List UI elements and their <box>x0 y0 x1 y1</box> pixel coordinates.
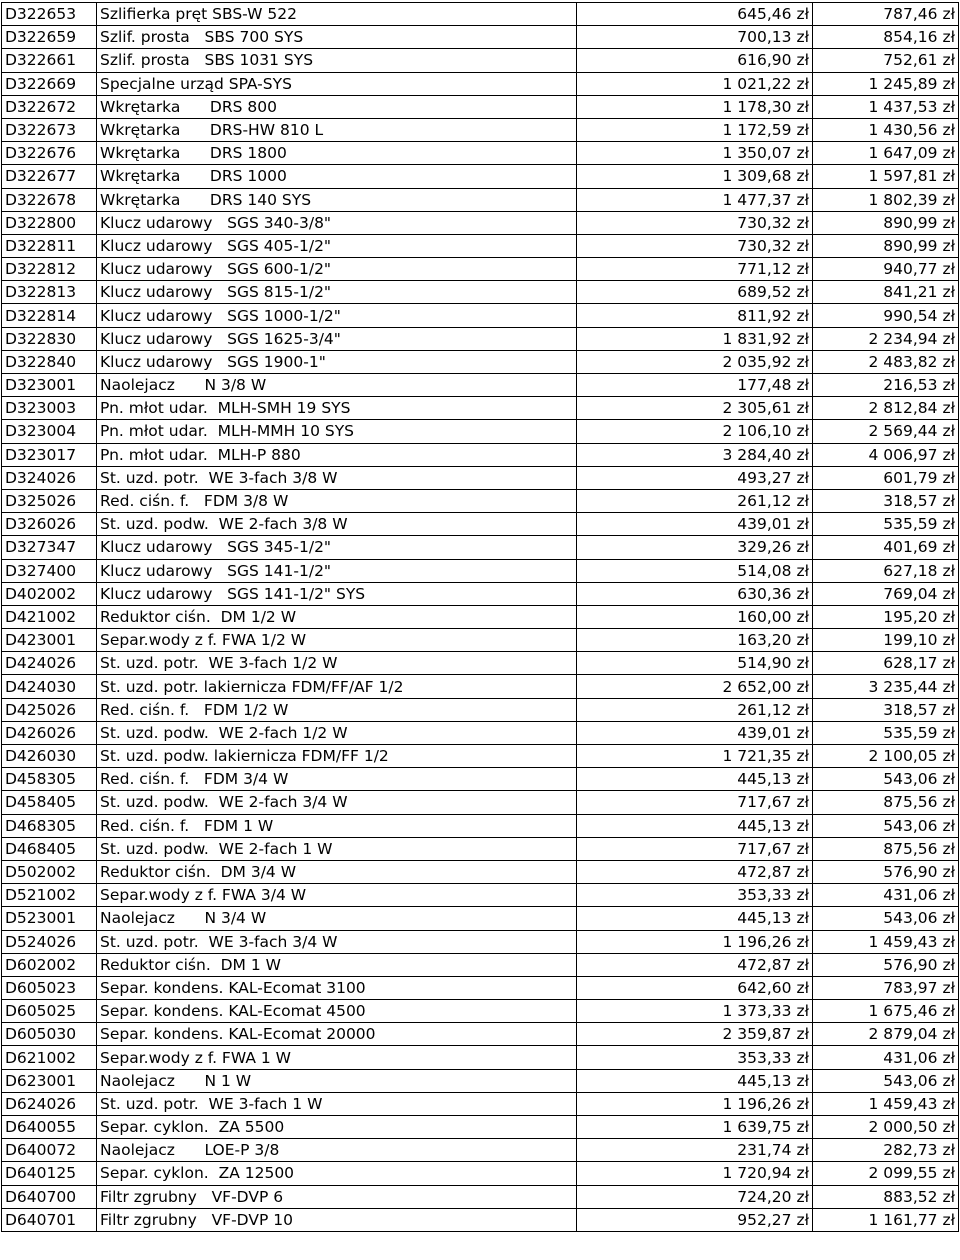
gross-price-cell: 854,16 zł <box>813 26 959 49</box>
table-row <box>2 211 959 234</box>
product-code-cell: D458305 <box>2 768 97 791</box>
product-code-cell: D322812 <box>2 258 97 281</box>
product-code-cell: D624026 <box>2 1092 97 1115</box>
table-row <box>2 582 959 605</box>
table-row <box>2 675 959 698</box>
net-price-cell: 1 721,35 zł <box>577 745 813 768</box>
product-name-cell: St. uzd. podw. WE 2-fach 3/4 W <box>97 791 577 814</box>
table-row <box>2 884 959 907</box>
gross-price-cell: 195,20 zł <box>813 605 959 628</box>
product-name-cell: Separ.wody z f. FWA 3/4 W <box>97 884 577 907</box>
product-name-cell: St. uzd. podw. WE 2-fach 3/8 W <box>97 513 577 536</box>
gross-price-cell: 875,56 zł <box>813 791 959 814</box>
product-code-cell: D426026 <box>2 721 97 744</box>
product-code-cell: D322672 <box>2 95 97 118</box>
net-price-cell: 689,52 zł <box>577 281 813 304</box>
table-row <box>2 837 959 860</box>
gross-price-cell: 940,77 zł <box>813 258 959 281</box>
product-code-cell: D426030 <box>2 745 97 768</box>
gross-price-cell: 1 597,81 zł <box>813 165 959 188</box>
product-code-cell: D322811 <box>2 234 97 257</box>
product-name-cell: Wkrętarka DRS 140 SYS <box>97 188 577 211</box>
product-code-cell: D323004 <box>2 420 97 443</box>
net-price-cell: 1 350,07 zł <box>577 142 813 165</box>
product-code-cell: D322813 <box>2 281 97 304</box>
product-code-cell: D322830 <box>2 327 97 350</box>
net-price-cell: 2 305,61 zł <box>577 397 813 420</box>
net-price-cell: 163,20 zł <box>577 629 813 652</box>
gross-price-cell: 576,90 zł <box>813 953 959 976</box>
gross-price-cell: 282,73 zł <box>813 1139 959 1162</box>
product-name-cell: Filtr zgrubny VF-DVP 6 <box>97 1185 577 1208</box>
product-name-cell: Naolejacz N 3/4 W <box>97 907 577 930</box>
net-price-cell: 439,01 zł <box>577 513 813 536</box>
product-name-cell: Naolejacz LOE-P 3/8 <box>97 1139 577 1162</box>
table-row <box>2 559 959 582</box>
product-code-cell: D640072 <box>2 1139 97 1162</box>
net-price-cell: 1 309,68 zł <box>577 165 813 188</box>
net-price-cell: 261,12 zł <box>577 698 813 721</box>
gross-price-cell: 4 006,97 zł <box>813 443 959 466</box>
net-price-cell: 700,13 zł <box>577 26 813 49</box>
gross-price-cell: 431,06 zł <box>813 1046 959 1069</box>
net-price-cell: 642,60 zł <box>577 976 813 999</box>
product-name-cell: Filtr zgrubny VF-DVP 10 <box>97 1208 577 1231</box>
net-price-cell: 2 106,10 zł <box>577 420 813 443</box>
net-price-cell: 1 196,26 zł <box>577 1092 813 1115</box>
product-code-cell: D640701 <box>2 1208 97 1231</box>
product-code-cell: D423001 <box>2 629 97 652</box>
product-code-cell: D322673 <box>2 118 97 141</box>
gross-price-cell: 627,18 zł <box>813 559 959 582</box>
product-name-cell: Wkrętarka DRS 1000 <box>97 165 577 188</box>
gross-price-cell: 2 099,55 zł <box>813 1162 959 1185</box>
gross-price-cell: 1 459,43 zł <box>813 1092 959 1115</box>
gross-price-cell: 890,99 zł <box>813 211 959 234</box>
net-price-cell: 645,46 zł <box>577 3 813 26</box>
net-price-cell: 514,90 zł <box>577 652 813 675</box>
table-row <box>2 443 959 466</box>
gross-price-cell: 318,57 zł <box>813 489 959 512</box>
table-row <box>2 466 959 489</box>
gross-price-cell: 601,79 zł <box>813 466 959 489</box>
table-row <box>2 629 959 652</box>
product-name-cell: Pn. młot udar. MLH-MMH 10 SYS <box>97 420 577 443</box>
product-code-cell: D640055 <box>2 1116 97 1139</box>
product-code-cell: D322669 <box>2 72 97 95</box>
table-row <box>2 536 959 559</box>
gross-price-cell: 543,06 zł <box>813 814 959 837</box>
net-price-cell: 724,20 zł <box>577 1185 813 1208</box>
net-price-cell: 2 035,92 zł <box>577 350 813 373</box>
table-row <box>2 327 959 350</box>
product-code-cell: D322840 <box>2 350 97 373</box>
product-code-cell: D640125 <box>2 1162 97 1185</box>
net-price-cell: 771,12 zł <box>577 258 813 281</box>
gross-price-cell: 628,17 zł <box>813 652 959 675</box>
net-price-cell: 353,33 zł <box>577 884 813 907</box>
product-code-cell: D402002 <box>2 582 97 605</box>
gross-price-cell: 543,06 zł <box>813 768 959 791</box>
product-code-cell: D326026 <box>2 513 97 536</box>
gross-price-cell: 199,10 zł <box>813 629 959 652</box>
gross-price-cell: 841,21 zł <box>813 281 959 304</box>
table-row <box>2 72 959 95</box>
gross-price-cell: 2 000,50 zł <box>813 1116 959 1139</box>
product-name-cell: Naolejacz N 1 W <box>97 1069 577 1092</box>
product-code-cell: D322677 <box>2 165 97 188</box>
gross-price-cell: 401,69 zł <box>813 536 959 559</box>
gross-price-cell: 543,06 zł <box>813 1069 959 1092</box>
gross-price-cell: 883,52 zł <box>813 1185 959 1208</box>
table-row <box>2 1185 959 1208</box>
product-code-cell: D322653 <box>2 3 97 26</box>
product-code-cell: D523001 <box>2 907 97 930</box>
table-row <box>2 652 959 675</box>
table-row <box>2 1208 959 1231</box>
product-code-cell: D424026 <box>2 652 97 675</box>
gross-price-cell: 576,90 zł <box>813 860 959 883</box>
product-code-cell: D327400 <box>2 559 97 582</box>
product-name-cell: St. uzd. podw. lakiernicza FDM/FF 1/2 <box>97 745 577 768</box>
table-row <box>2 165 959 188</box>
table-row <box>2 1000 959 1023</box>
product-name-cell: Klucz udarowy SGS 345-1/2" <box>97 536 577 559</box>
gross-price-cell: 3 235,44 zł <box>813 675 959 698</box>
product-name-cell: Wkrętarka DRS-HW 810 L <box>97 118 577 141</box>
gross-price-cell: 2 879,04 zł <box>813 1023 959 1046</box>
gross-price-cell: 216,53 zł <box>813 374 959 397</box>
table-row <box>2 3 959 26</box>
table-row <box>2 791 959 814</box>
product-code-cell: D322659 <box>2 26 97 49</box>
table-row <box>2 1139 959 1162</box>
gross-price-cell: 1 430,56 zł <box>813 118 959 141</box>
net-price-cell: 1 477,37 zł <box>577 188 813 211</box>
gross-price-cell: 318,57 zł <box>813 698 959 721</box>
net-price-cell: 493,27 zł <box>577 466 813 489</box>
net-price-cell: 439,01 zł <box>577 721 813 744</box>
net-price-cell: 160,00 zł <box>577 605 813 628</box>
product-code-cell: D425026 <box>2 698 97 721</box>
net-price-cell: 353,33 zł <box>577 1046 813 1069</box>
product-name-cell: Naolejacz N 3/8 W <box>97 374 577 397</box>
net-price-cell: 2 359,87 zł <box>577 1023 813 1046</box>
gross-price-cell: 1 245,89 zł <box>813 72 959 95</box>
gross-price-cell: 783,97 zł <box>813 976 959 999</box>
table-row <box>2 397 959 420</box>
net-price-cell: 1 373,33 zł <box>577 1000 813 1023</box>
table-row <box>2 953 959 976</box>
product-name-cell: Red. ciśn. f. FDM 1/2 W <box>97 698 577 721</box>
gross-price-cell: 752,61 zł <box>813 49 959 72</box>
product-code-cell: D640700 <box>2 1185 97 1208</box>
product-code-cell: D605025 <box>2 1000 97 1023</box>
table-row <box>2 234 959 257</box>
product-code-cell: D322800 <box>2 211 97 234</box>
table-row <box>2 860 959 883</box>
gross-price-cell: 890,99 zł <box>813 234 959 257</box>
table-row <box>2 1162 959 1185</box>
net-price-cell: 1 720,94 zł <box>577 1162 813 1185</box>
gross-price-cell: 543,06 zł <box>813 907 959 930</box>
net-price-cell: 1 639,75 zł <box>577 1116 813 1139</box>
gross-price-cell: 2 100,05 zł <box>813 745 959 768</box>
product-name-cell: Klucz udarowy SGS 340-3/8" <box>97 211 577 234</box>
product-name-cell: Red. ciśn. f. FDM 1 W <box>97 814 577 837</box>
product-name-cell: Klucz udarowy SGS 1000-1/2" <box>97 304 577 327</box>
product-name-cell: Red. ciśn. f. FDM 3/4 W <box>97 768 577 791</box>
product-name-cell: St. uzd. potr. WE 3-fach 1 W <box>97 1092 577 1115</box>
net-price-cell: 1 831,92 zł <box>577 327 813 350</box>
table-row <box>2 605 959 628</box>
gross-price-cell: 787,46 zł <box>813 3 959 26</box>
product-name-cell: Pn. młot udar. MLH-P 880 <box>97 443 577 466</box>
product-name-cell: St. uzd. podw. WE 2-fach 1/2 W <box>97 721 577 744</box>
net-price-cell: 445,13 zł <box>577 1069 813 1092</box>
gross-price-cell: 1 675,46 zł <box>813 1000 959 1023</box>
product-code-cell: D605023 <box>2 976 97 999</box>
gross-price-cell: 431,06 zł <box>813 884 959 907</box>
net-price-cell: 472,87 zł <box>577 953 813 976</box>
table-row <box>2 768 959 791</box>
table-row <box>2 374 959 397</box>
net-price-cell: 616,90 zł <box>577 49 813 72</box>
gross-price-cell: 2 812,84 zł <box>813 397 959 420</box>
product-code-cell: D521002 <box>2 884 97 907</box>
net-price-cell: 514,08 zł <box>577 559 813 582</box>
gross-price-cell: 769,04 zł <box>813 582 959 605</box>
net-price-cell: 445,13 zł <box>577 814 813 837</box>
product-code-cell: D322678 <box>2 188 97 211</box>
product-name-cell: Klucz udarowy SGS 600-1/2" <box>97 258 577 281</box>
gross-price-cell: 1 802,39 zł <box>813 188 959 211</box>
product-name-cell: Wkrętarka DRS 800 <box>97 95 577 118</box>
gross-price-cell: 1 647,09 zł <box>813 142 959 165</box>
table-row <box>2 1023 959 1046</box>
net-price-cell: 177,48 zł <box>577 374 813 397</box>
product-name-cell: Separ. kondens. KAL-Ecomat 3100 <box>97 976 577 999</box>
product-name-cell: Separ. kondens. KAL-Ecomat 20000 <box>97 1023 577 1046</box>
net-price-cell: 2 652,00 zł <box>577 675 813 698</box>
gross-price-cell: 1 437,53 zł <box>813 95 959 118</box>
product-name-cell: Separ. cyklon. ZA 5500 <box>97 1116 577 1139</box>
net-price-cell: 717,67 zł <box>577 791 813 814</box>
net-price-cell: 1 196,26 zł <box>577 930 813 953</box>
net-price-cell: 1 178,30 zł <box>577 95 813 118</box>
table-row <box>2 976 959 999</box>
table-row <box>2 1046 959 1069</box>
product-code-cell: D458405 <box>2 791 97 814</box>
gross-price-cell: 990,54 zł <box>813 304 959 327</box>
table-row <box>2 26 959 49</box>
net-price-cell: 261,12 zł <box>577 489 813 512</box>
table-row <box>2 907 959 930</box>
product-code-cell: D421002 <box>2 605 97 628</box>
product-name-cell: Separ.wody z f. FWA 1 W <box>97 1046 577 1069</box>
table-row <box>2 258 959 281</box>
product-name-cell: Klucz udarowy SGS 1625-3/4" <box>97 327 577 350</box>
table-row <box>2 95 959 118</box>
product-code-cell: D602002 <box>2 953 97 976</box>
product-code-cell: D468305 <box>2 814 97 837</box>
table-row <box>2 930 959 953</box>
table-row <box>2 350 959 373</box>
product-name-cell: St. uzd. potr. WE 3-fach 3/4 W <box>97 930 577 953</box>
table-row <box>2 1092 959 1115</box>
product-name-cell: Szlif. prosta SBS 700 SYS <box>97 26 577 49</box>
table-row <box>2 814 959 837</box>
net-price-cell: 730,32 zł <box>577 211 813 234</box>
gross-price-cell: 535,59 zł <box>813 513 959 536</box>
product-code-cell: D524026 <box>2 930 97 953</box>
gross-price-cell: 1 459,43 zł <box>813 930 959 953</box>
gross-price-cell: 1 161,77 zł <box>813 1208 959 1231</box>
gross-price-cell: 2 234,94 zł <box>813 327 959 350</box>
product-name-cell: St. uzd. potr. WE 3-fach 1/2 W <box>97 652 577 675</box>
product-code-cell: D325026 <box>2 489 97 512</box>
product-name-cell: Reduktor ciśn. DM 1/2 W <box>97 605 577 628</box>
net-price-cell: 811,92 zł <box>577 304 813 327</box>
product-name-cell: Pn. młot udar. MLH-SMH 19 SYS <box>97 397 577 420</box>
product-name-cell: Klucz udarowy SGS 1900-1" <box>97 350 577 373</box>
table-row <box>2 1116 959 1139</box>
product-name-cell: Szlifierka pręt SBS-W 522 <box>97 3 577 26</box>
product-code-cell: D324026 <box>2 466 97 489</box>
net-price-cell: 1 172,59 zł <box>577 118 813 141</box>
product-name-cell: Separ. kondens. KAL-Ecomat 4500 <box>97 1000 577 1023</box>
table-row <box>2 1069 959 1092</box>
net-price-cell: 445,13 zł <box>577 907 813 930</box>
product-name-cell: Reduktor ciśn. DM 3/4 W <box>97 860 577 883</box>
product-code-cell: D424030 <box>2 675 97 698</box>
table-row <box>2 698 959 721</box>
product-name-cell: Red. ciśn. f. FDM 3/8 W <box>97 489 577 512</box>
table-row <box>2 489 959 512</box>
table-row <box>2 281 959 304</box>
product-name-cell: Klucz udarowy SGS 405-1/2" <box>97 234 577 257</box>
net-price-cell: 445,13 zł <box>577 768 813 791</box>
product-name-cell: Szlif. prosta SBS 1031 SYS <box>97 49 577 72</box>
net-price-cell: 730,32 zł <box>577 234 813 257</box>
table-row <box>2 49 959 72</box>
net-price-cell: 952,27 zł <box>577 1208 813 1231</box>
table-row <box>2 142 959 165</box>
product-name-cell: St. uzd. potr. WE 3-fach 3/8 W <box>97 466 577 489</box>
product-code-cell: D502002 <box>2 860 97 883</box>
table-row <box>2 513 959 536</box>
product-name-cell: Wkrętarka DRS 1800 <box>97 142 577 165</box>
net-price-cell: 3 284,40 zł <box>577 443 813 466</box>
gross-price-cell: 535,59 zł <box>813 721 959 744</box>
product-code-cell: D327347 <box>2 536 97 559</box>
product-code-cell: D468405 <box>2 837 97 860</box>
product-name-cell: Klucz udarowy SGS 141-1/2" <box>97 559 577 582</box>
product-name-cell: Separ.wody z f. FWA 1/2 W <box>97 629 577 652</box>
product-code-cell: D323001 <box>2 374 97 397</box>
price-list-table <box>1 2 959 1232</box>
gross-price-cell: 2 483,82 zł <box>813 350 959 373</box>
net-price-cell: 1 021,22 zł <box>577 72 813 95</box>
product-name-cell: St. uzd. potr. lakiernicza FDM/FF/AF 1/2 <box>97 675 577 698</box>
product-code-cell: D322676 <box>2 142 97 165</box>
table-row <box>2 188 959 211</box>
price-list-rows <box>2 3 959 1232</box>
table-row <box>2 420 959 443</box>
product-code-cell: D322661 <box>2 49 97 72</box>
product-name-cell: Specjalne urząd SPA-SYS <box>97 72 577 95</box>
net-price-cell: 717,67 zł <box>577 837 813 860</box>
product-code-cell: D623001 <box>2 1069 97 1092</box>
product-code-cell: D323017 <box>2 443 97 466</box>
product-code-cell: D322814 <box>2 304 97 327</box>
gross-price-cell: 875,56 zł <box>813 837 959 860</box>
product-name-cell: Reduktor ciśn. DM 1 W <box>97 953 577 976</box>
product-code-cell: D323003 <box>2 397 97 420</box>
net-price-cell: 630,36 zł <box>577 582 813 605</box>
product-code-cell: D621002 <box>2 1046 97 1069</box>
table-row <box>2 118 959 141</box>
product-name-cell: St. uzd. podw. WE 2-fach 1 W <box>97 837 577 860</box>
gross-price-cell: 2 569,44 zł <box>813 420 959 443</box>
product-name-cell: Separ. cyklon. ZA 12500 <box>97 1162 577 1185</box>
net-price-cell: 329,26 zł <box>577 536 813 559</box>
table-row <box>2 304 959 327</box>
net-price-cell: 472,87 zł <box>577 860 813 883</box>
table-row <box>2 745 959 768</box>
product-name-cell: Klucz udarowy SGS 141-1/2" SYS <box>97 582 577 605</box>
net-price-cell: 231,74 zł <box>577 1139 813 1162</box>
product-name-cell: Klucz udarowy SGS 815-1/2" <box>97 281 577 304</box>
product-code-cell: D605030 <box>2 1023 97 1046</box>
table-row <box>2 721 959 744</box>
